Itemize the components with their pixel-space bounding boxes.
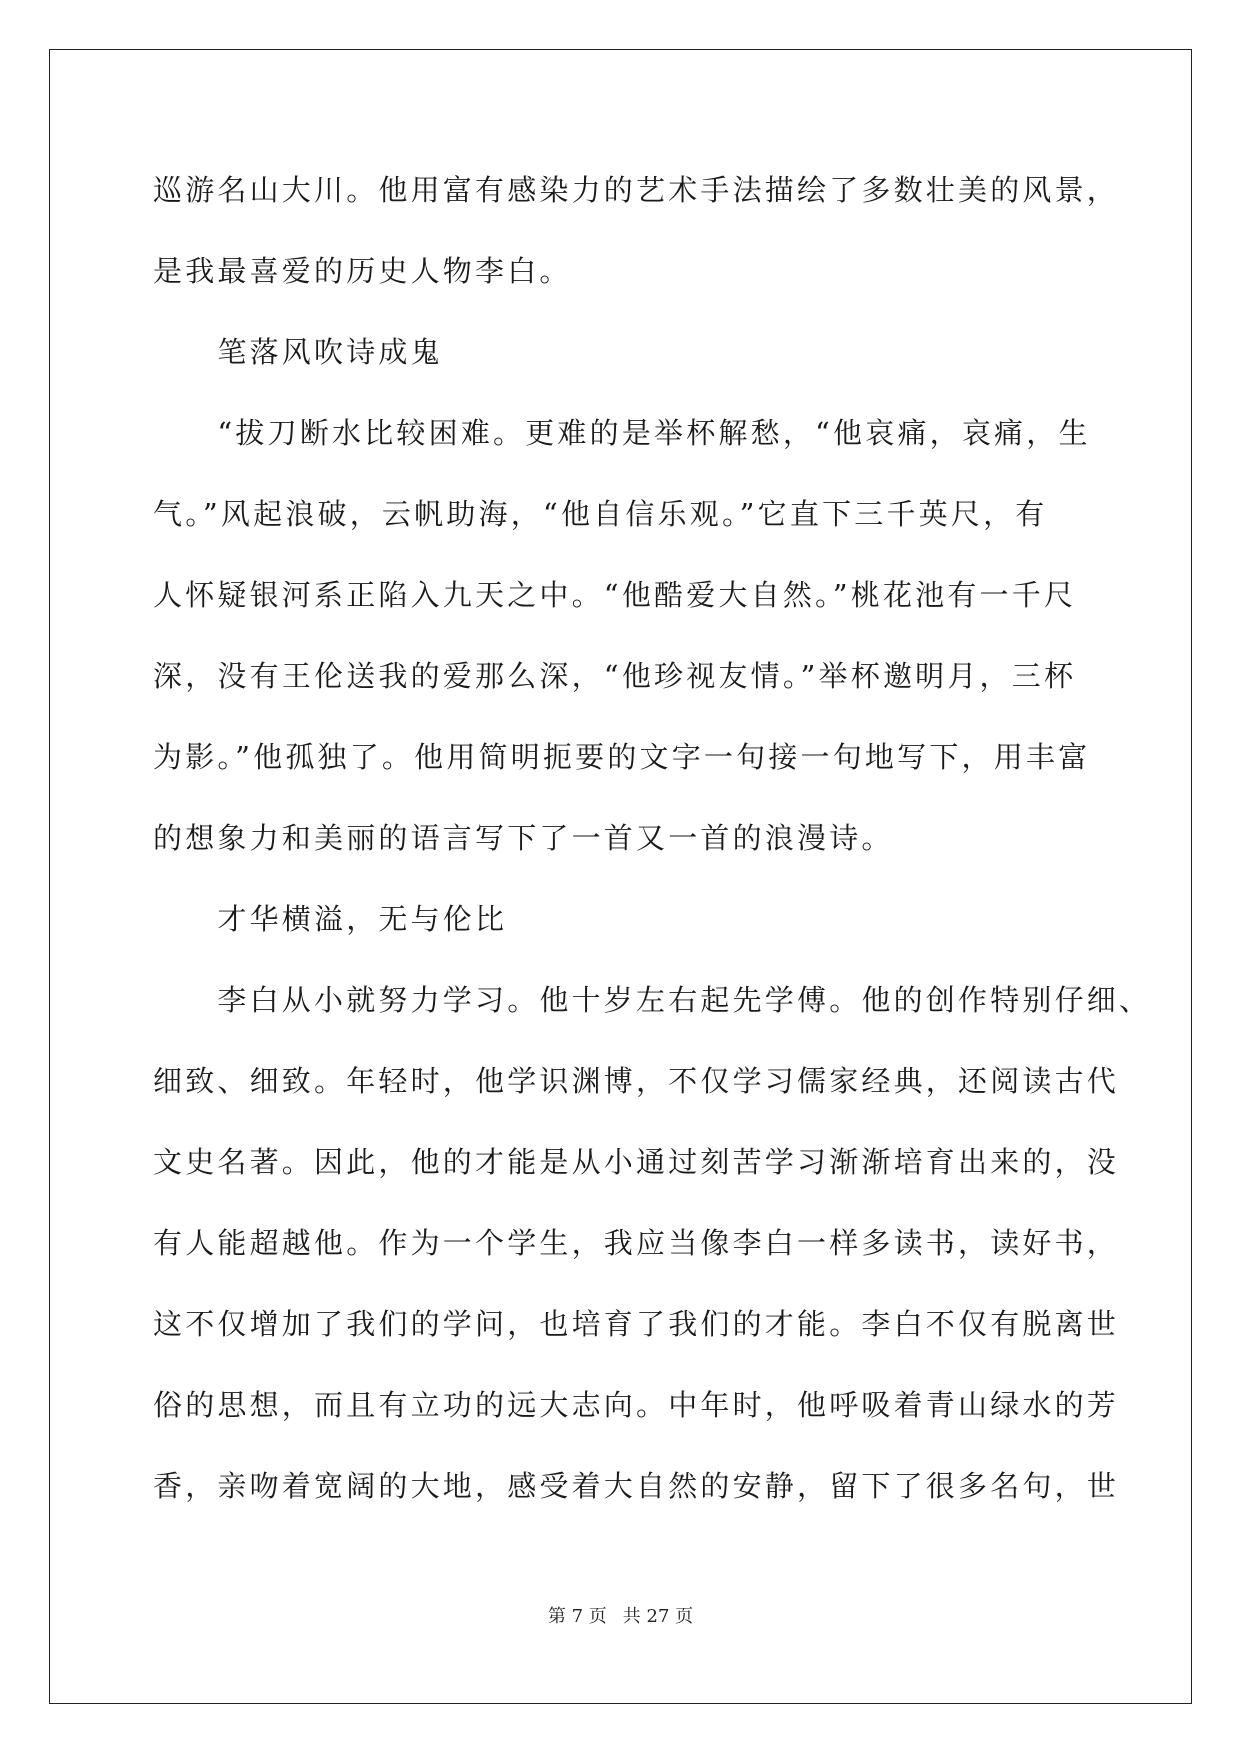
text-line-1: 巡游名山大川。他用富有感染力的艺术手法描绘了多数壮美的风景， bbox=[153, 173, 1120, 207]
text-line-12: 细致、细致。年轻时，他学识渊博，不仅学习儒家经典，还阅读古代 bbox=[153, 1064, 1120, 1098]
text-line-6: 人怀疑银河系正陷入九天之中。“他酷爱大自然。”桃花池有一千尺 bbox=[153, 578, 1077, 612]
section-heading-1: 笔落风吹诗成鬼 bbox=[153, 335, 443, 369]
page-number-current: 第 7 页 bbox=[547, 1606, 607, 1627]
text-line-7: 深，没有王伦送我的爱那么深，“他珍视友情。”举杯邀明月，三杯 bbox=[153, 659, 1077, 693]
page-footer bbox=[0, 1605, 1241, 1629]
text-line-17: 香，亲吻着宽阔的大地，感受着大自然的安静，留下了很多名句，世 bbox=[153, 1469, 1120, 1503]
text-line-9: 的想象力和美丽的语言写下了一首又一首的浪漫诗。 bbox=[153, 821, 894, 855]
text-line-13: 文史名著。因此，他的才能是从小通过刻苦学习渐渐培育出来的，没 bbox=[153, 1145, 1120, 1179]
text-line-8: 为影。”他孤独了。他用简明扼要的文字一句接一句地写下，用丰富 bbox=[153, 740, 1091, 774]
page-border bbox=[49, 49, 1192, 1704]
text-line-15: 这不仅增加了我们的学问，也培育了我们的才能。李白不仅有脱离世 bbox=[153, 1307, 1120, 1341]
text-line-14: 有人能超越他。作为一个学生，我应当像李白一样多读书，读好书， bbox=[153, 1226, 1120, 1260]
page-number-total: 共 27 页 bbox=[622, 1606, 694, 1627]
text-line-4: “拔刀断水比较困难。更难的是举杯解愁，“他哀痛，哀痛，生 bbox=[153, 416, 1091, 450]
text-line-16: 俗的思想，而且有立功的远大志向。中年时，他呼吸着青山绿水的芳 bbox=[153, 1388, 1120, 1422]
text-line-5: 气。”风起浪破，云帆助海，“他自信乐观。”它直下三千英尺，有 bbox=[153, 497, 1048, 531]
text-line-2: 是我最喜爱的历史人物李白。 bbox=[153, 254, 572, 288]
text-line-11: 李白从小就努力学习。他十岁左右起先学傅。他的创作特别仔细、 bbox=[153, 983, 1152, 1017]
section-heading-2: 才华横溢，无与伦比 bbox=[153, 902, 508, 936]
